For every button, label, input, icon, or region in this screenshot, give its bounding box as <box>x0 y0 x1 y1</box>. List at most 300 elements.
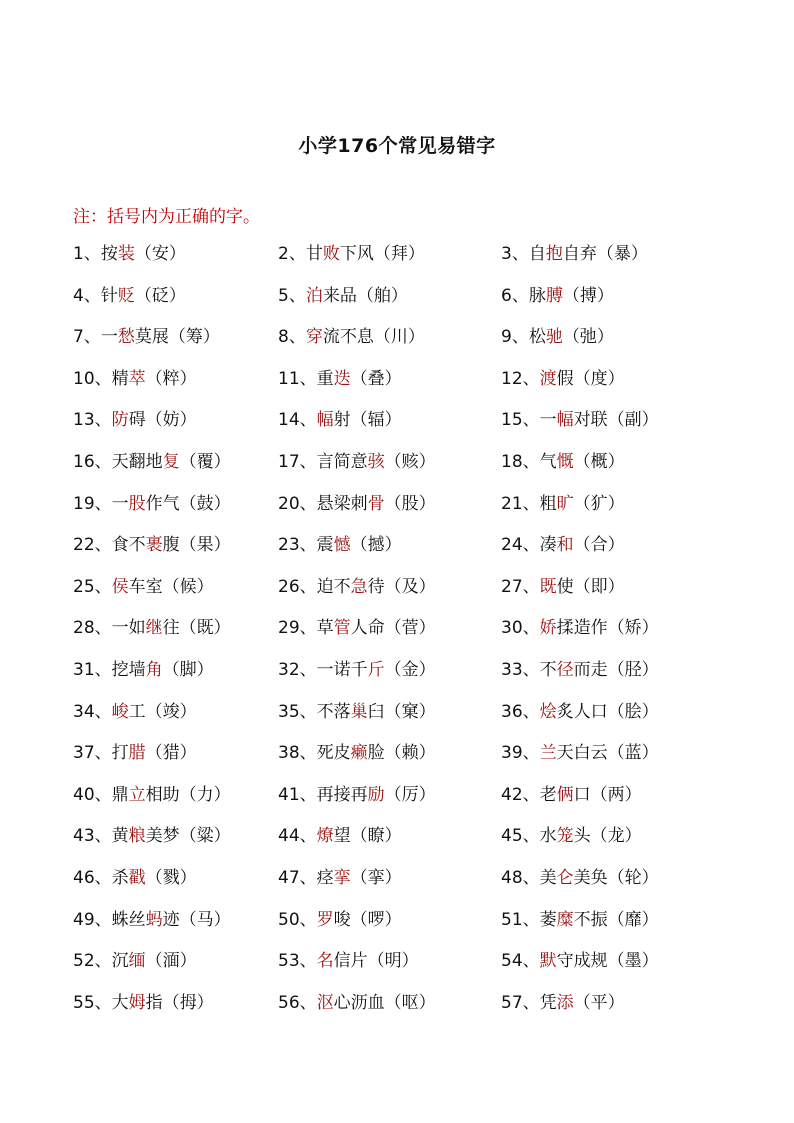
item-wrong-char: 笼 <box>556 826 574 847</box>
item-separator: 、 <box>94 451 112 472</box>
item-separator: 、 <box>299 992 317 1013</box>
list-item <box>278 616 436 640</box>
item-suffix: 唆 <box>333 909 351 930</box>
item-suffix: 自弃 <box>562 244 597 264</box>
item-correct-char: （戮） <box>145 867 197 888</box>
item-wrong-char: 名 <box>316 951 334 972</box>
item-suffix: 车室 <box>128 576 163 597</box>
item-correct-char: （安） <box>134 244 186 264</box>
item-separator: 、 <box>94 867 112 888</box>
item-number: 9 <box>501 327 512 348</box>
list-item <box>73 492 231 516</box>
item-prefix: 一诺千 <box>316 659 368 680</box>
list-item <box>501 367 625 391</box>
item-wrong-char: 抱 <box>545 244 563 264</box>
item-correct-char: （矫） <box>607 618 659 639</box>
item-separator: 、 <box>299 743 317 764</box>
item-separator: 、 <box>94 992 112 1013</box>
item-prefix: 食不 <box>111 535 146 556</box>
item-wrong-char: 烩 <box>539 701 557 722</box>
item-number: 53 <box>278 951 300 972</box>
item-suffix: 使 <box>556 576 574 597</box>
item-correct-char: （鼓） <box>179 493 231 514</box>
item-suffix: 人命 <box>350 618 385 639</box>
item-separator: 、 <box>299 535 317 556</box>
item-correct-char: （候） <box>162 576 214 597</box>
item-prefix: 鼎 <box>111 784 129 805</box>
list-item <box>73 949 197 973</box>
list-item <box>73 325 220 349</box>
item-suffix: 揉造作 <box>556 618 608 639</box>
item-number: 45 <box>501 826 523 847</box>
item-number: 48 <box>501 867 523 888</box>
list-item <box>73 284 186 308</box>
item-suffix: 下风 <box>339 244 374 264</box>
item-wrong-char: 默 <box>539 951 557 972</box>
item-prefix: 杀 <box>111 867 129 888</box>
item-separator: 、 <box>83 285 101 306</box>
list-item <box>278 824 402 848</box>
item-prefix: 一 <box>100 327 118 348</box>
item-suffix: 对联 <box>573 410 608 431</box>
list-item <box>501 325 614 349</box>
item-number: 2 <box>278 244 289 264</box>
item-number: 50 <box>278 909 300 930</box>
item-prefix: 精 <box>111 368 129 389</box>
item-correct-char: （即） <box>573 576 625 597</box>
item-suffix: 信片 <box>333 951 368 972</box>
item-separator: 、 <box>299 618 317 639</box>
list-item <box>73 533 231 557</box>
item-prefix: 大 <box>111 992 129 1013</box>
item-separator: 、 <box>522 867 540 888</box>
item-wrong-char: 旷 <box>556 493 574 514</box>
item-suffix: 而走 <box>573 659 608 680</box>
item-correct-char: （搏） <box>562 285 614 306</box>
item-number: 23 <box>278 535 300 556</box>
item-wrong-char: 戳 <box>128 867 146 888</box>
item-number: 25 <box>73 576 95 597</box>
item-correct-char: （呕） <box>384 992 436 1013</box>
item-prefix: 不 <box>539 659 557 680</box>
item-separator: 、 <box>299 701 317 722</box>
item-separator: 、 <box>94 659 112 680</box>
item-separator: 、 <box>522 451 540 472</box>
item-number: 57 <box>501 992 523 1013</box>
list-item <box>278 658 436 682</box>
item-separator: 、 <box>522 410 540 431</box>
item-number: 26 <box>278 576 300 597</box>
item-wrong-char: 罗 <box>316 909 334 930</box>
item-correct-char: （啰） <box>350 909 402 930</box>
list-item <box>501 949 659 973</box>
item-correct-char: （平） <box>573 992 625 1013</box>
list-item <box>278 991 436 1015</box>
item-separator: 、 <box>94 368 112 389</box>
item-correct-char: （两） <box>590 784 642 805</box>
list-item <box>73 991 214 1015</box>
item-prefix: 自 <box>528 244 546 264</box>
item-wrong-char: 穿 <box>305 327 323 348</box>
list-item <box>501 866 659 890</box>
item-number: 22 <box>73 535 95 556</box>
item-separator: 、 <box>299 659 317 680</box>
item-separator: 、 <box>511 244 529 264</box>
item-separator: 、 <box>94 410 112 431</box>
item-correct-char: （脍） <box>607 701 659 722</box>
list-item <box>73 700 197 724</box>
item-wrong-char: 径 <box>556 659 574 680</box>
list-item <box>73 575 214 599</box>
item-suffix: 指 <box>145 992 163 1013</box>
item-wrong-char: 防 <box>111 410 129 431</box>
item-correct-char: （瞭） <box>350 826 402 847</box>
item-wrong-char: 腊 <box>128 743 146 764</box>
item-wrong-char: 立 <box>128 784 146 805</box>
item-number: 44 <box>278 826 300 847</box>
item-number: 42 <box>501 784 523 805</box>
item-correct-char: （力） <box>179 784 231 805</box>
item-number: 31 <box>73 659 95 680</box>
item-separator: 、 <box>522 618 540 639</box>
item-correct-char: （妨） <box>145 410 197 431</box>
item-number: 38 <box>278 743 300 764</box>
item-separator: 、 <box>94 535 112 556</box>
item-wrong-char: 急 <box>350 576 368 597</box>
item-suffix: 流不息 <box>322 327 374 348</box>
item-wrong-char: 斤 <box>367 659 385 680</box>
item-correct-char: （拇） <box>162 992 214 1013</box>
item-wrong-char: 励 <box>367 784 385 805</box>
item-correct-char: （舶） <box>356 285 408 306</box>
item-number: 17 <box>278 451 300 472</box>
item-prefix: 言简意 <box>316 451 368 472</box>
item-wrong-char: 败 <box>322 244 340 264</box>
item-wrong-char: 泊 <box>305 285 323 306</box>
item-prefix: 一如 <box>111 618 146 639</box>
item-prefix: 甘 <box>305 244 323 264</box>
item-suffix: 守成规 <box>556 951 608 972</box>
item-number: 36 <box>501 701 523 722</box>
list-item <box>501 492 625 516</box>
item-wrong-char: 兰 <box>539 743 557 764</box>
item-correct-char: （犷） <box>573 493 625 514</box>
item-prefix: 震 <box>316 535 334 556</box>
item-separator: 、 <box>83 244 101 264</box>
item-separator: 、 <box>522 368 540 389</box>
item-suffix: 炙人口 <box>556 701 608 722</box>
item-suffix: 作气 <box>145 493 180 514</box>
list-item <box>278 492 436 516</box>
item-number: 51 <box>501 909 523 930</box>
item-correct-char: （赅） <box>384 451 436 472</box>
list-item <box>501 575 625 599</box>
item-suffix: 美梦 <box>145 826 180 847</box>
item-suffix: 迹 <box>162 909 180 930</box>
item-wrong-char: 癞 <box>350 743 368 764</box>
item-prefix: 黄 <box>111 826 129 847</box>
item-wrong-char: 驰 <box>545 327 563 348</box>
item-separator: 、 <box>299 493 317 514</box>
item-prefix: 悬梁刺 <box>316 493 368 514</box>
item-number: 43 <box>73 826 95 847</box>
item-correct-char: （靡） <box>607 909 659 930</box>
item-suffix: 射 <box>333 410 351 431</box>
list-item <box>278 242 425 266</box>
item-correct-char: （厉） <box>384 784 436 805</box>
item-number: 27 <box>501 576 523 597</box>
item-separator: 、 <box>522 576 540 597</box>
list-item <box>73 616 231 640</box>
item-wrong-char: 巢 <box>350 701 368 722</box>
item-number: 24 <box>501 535 523 556</box>
item-wrong-char: 骨 <box>367 493 385 514</box>
item-number: 14 <box>278 410 300 431</box>
item-number: 21 <box>501 493 523 514</box>
item-number: 35 <box>278 701 300 722</box>
item-correct-char: （赖） <box>384 743 436 764</box>
item-separator: 、 <box>522 701 540 722</box>
list-item <box>73 242 186 266</box>
item-correct-char: （弛） <box>562 327 614 348</box>
item-correct-char: （脚） <box>162 659 214 680</box>
item-wrong-char: 憾 <box>333 535 351 556</box>
item-wrong-char: 裹 <box>145 535 163 556</box>
item-number: 55 <box>73 992 95 1013</box>
list-item <box>278 450 436 474</box>
item-wrong-char: 迭 <box>333 368 351 389</box>
item-correct-char: （既） <box>179 618 231 639</box>
item-correct-char: （度） <box>573 368 625 389</box>
item-number: 7 <box>73 327 84 348</box>
list-item <box>501 824 642 848</box>
item-suffix: 臼 <box>367 701 385 722</box>
item-suffix: 天白云 <box>556 743 608 764</box>
list-item <box>73 658 214 682</box>
item-correct-char: （川） <box>373 327 425 348</box>
item-wrong-char: 娇 <box>539 618 557 639</box>
list-item <box>278 367 402 391</box>
item-correct-char: （马） <box>179 909 231 930</box>
item-separator: 、 <box>288 327 306 348</box>
item-separator: 、 <box>299 410 317 431</box>
item-separator: 、 <box>94 618 112 639</box>
item-wrong-char: 渡 <box>539 368 557 389</box>
item-prefix: 松 <box>528 327 546 348</box>
item-prefix: 草 <box>316 618 334 639</box>
item-number: 29 <box>278 618 300 639</box>
item-suffix: 脸 <box>367 743 385 764</box>
item-correct-char: （副） <box>607 410 659 431</box>
item-separator: 、 <box>94 909 112 930</box>
item-wrong-char: 复 <box>162 451 180 472</box>
item-wrong-char: 挛 <box>333 867 351 888</box>
item-correct-char: （墨） <box>607 951 659 972</box>
note-text: 注：括号内为正确的字。 <box>73 207 260 227</box>
item-separator: 、 <box>288 244 306 264</box>
item-number: 1 <box>73 244 84 264</box>
item-number: 13 <box>73 410 95 431</box>
item-separator: 、 <box>522 743 540 764</box>
item-correct-char: （猎） <box>145 743 197 764</box>
item-correct-char: （挛） <box>350 867 402 888</box>
list-item <box>501 450 625 474</box>
list-item <box>501 284 614 308</box>
item-number: 32 <box>278 659 300 680</box>
list-item <box>278 700 436 724</box>
item-separator: 、 <box>299 826 317 847</box>
item-separator: 、 <box>522 659 540 680</box>
item-wrong-char: 姆 <box>128 992 146 1013</box>
item-separator: 、 <box>522 951 540 972</box>
list-item <box>278 408 402 432</box>
item-separator: 、 <box>511 327 529 348</box>
item-separator: 、 <box>83 327 101 348</box>
item-wrong-char: 峻 <box>111 701 129 722</box>
item-wrong-char: 缅 <box>128 951 146 972</box>
item-suffix: 往 <box>162 618 180 639</box>
item-number: 33 <box>501 659 523 680</box>
list-item <box>278 325 425 349</box>
item-suffix: 假 <box>556 368 574 389</box>
item-number: 39 <box>501 743 523 764</box>
list-item <box>73 408 197 432</box>
item-correct-char: （辐） <box>350 410 402 431</box>
item-correct-char: （竣） <box>145 701 197 722</box>
item-wrong-char: 既 <box>539 576 557 597</box>
list-item <box>278 783 436 807</box>
item-prefix: 脉 <box>528 285 546 306</box>
page-title: 小学176个常见易错字 <box>298 135 496 157</box>
item-number: 34 <box>73 701 95 722</box>
item-number: 49 <box>73 909 95 930</box>
list-item <box>501 533 625 557</box>
item-separator: 、 <box>299 951 317 972</box>
item-wrong-char: 添 <box>556 992 574 1013</box>
item-separator: 、 <box>522 784 540 805</box>
list-item <box>73 908 231 932</box>
item-separator: 、 <box>94 576 112 597</box>
list-item <box>501 616 659 640</box>
item-correct-char: （湎） <box>145 951 197 972</box>
item-number: 46 <box>73 867 95 888</box>
item-correct-char: （暴） <box>596 244 648 264</box>
item-suffix: 头 <box>573 826 591 847</box>
item-correct-char: （菅） <box>384 618 436 639</box>
item-correct-char: （窠） <box>384 701 436 722</box>
item-correct-char: （砭） <box>134 285 186 306</box>
item-suffix: 望 <box>333 826 351 847</box>
item-suffix: 来品 <box>322 285 357 306</box>
item-wrong-char: 愁 <box>117 327 135 348</box>
item-wrong-char: 继 <box>145 618 163 639</box>
list-item <box>73 783 231 807</box>
item-separator: 、 <box>299 867 317 888</box>
item-correct-char: （筹） <box>168 327 220 348</box>
item-separator: 、 <box>299 909 317 930</box>
list-item <box>501 700 659 724</box>
item-separator: 、 <box>522 909 540 930</box>
item-separator: 、 <box>299 451 317 472</box>
item-suffix: 碍 <box>128 410 146 431</box>
list-item <box>278 533 402 557</box>
list-item <box>278 575 436 599</box>
item-separator: 、 <box>522 992 540 1013</box>
list-item <box>278 284 408 308</box>
item-wrong-char: 糜 <box>556 909 574 930</box>
item-number: 19 <box>73 493 95 514</box>
item-separator: 、 <box>94 826 112 847</box>
item-prefix: 蛛丝 <box>111 909 146 930</box>
item-separator: 、 <box>94 743 112 764</box>
item-prefix: 痉 <box>316 867 334 888</box>
item-number: 15 <box>501 410 523 431</box>
item-prefix: 一 <box>539 410 557 431</box>
item-number: 18 <box>501 451 523 472</box>
item-wrong-char: 蚂 <box>145 909 163 930</box>
item-correct-char: （股） <box>384 493 436 514</box>
item-prefix: 美 <box>539 867 557 888</box>
item-number: 41 <box>278 784 300 805</box>
item-correct-char: （粱） <box>179 826 231 847</box>
list-item <box>501 242 648 266</box>
item-suffix: 工 <box>128 701 146 722</box>
list-item <box>73 367 197 391</box>
item-separator: 、 <box>94 951 112 972</box>
item-separator: 、 <box>94 493 112 514</box>
item-number: 20 <box>278 493 300 514</box>
item-prefix: 天翻地 <box>111 451 163 472</box>
list-item <box>278 908 402 932</box>
item-number: 8 <box>278 327 289 348</box>
item-separator: 、 <box>511 285 529 306</box>
item-correct-char: （轮） <box>607 867 659 888</box>
item-wrong-char: 股 <box>128 493 146 514</box>
item-wrong-char: 幅 <box>556 410 574 431</box>
item-wrong-char: 燎 <box>316 826 334 847</box>
item-separator: 、 <box>288 285 306 306</box>
item-number: 56 <box>278 992 300 1013</box>
item-prefix: 凑 <box>539 535 557 556</box>
item-correct-char: （及） <box>384 576 436 597</box>
item-correct-char: （撼） <box>350 535 402 556</box>
item-number: 37 <box>73 743 95 764</box>
item-wrong-char: 骇 <box>367 451 385 472</box>
item-prefix: 水 <box>539 826 557 847</box>
item-number: 16 <box>73 451 95 472</box>
item-number: 4 <box>73 285 84 306</box>
list-item <box>501 741 659 765</box>
item-suffix: 相助 <box>145 784 180 805</box>
item-suffix: 美奂 <box>573 867 608 888</box>
item-separator: 、 <box>522 493 540 514</box>
item-number: 30 <box>501 618 523 639</box>
item-separator: 、 <box>299 784 317 805</box>
list-item <box>278 741 436 765</box>
item-wrong-char: 膊 <box>545 285 563 306</box>
item-wrong-char: 仑 <box>556 867 574 888</box>
item-suffix: 莫展 <box>134 327 169 348</box>
item-wrong-char: 装 <box>117 244 135 264</box>
list-item <box>501 908 659 932</box>
item-wrong-char: 粮 <box>128 826 146 847</box>
item-number: 10 <box>73 368 95 389</box>
item-separator: 、 <box>94 784 112 805</box>
item-wrong-char: 管 <box>333 618 351 639</box>
item-separator: 、 <box>94 701 112 722</box>
item-wrong-char: 侯 <box>111 576 129 597</box>
item-number: 3 <box>501 244 512 264</box>
